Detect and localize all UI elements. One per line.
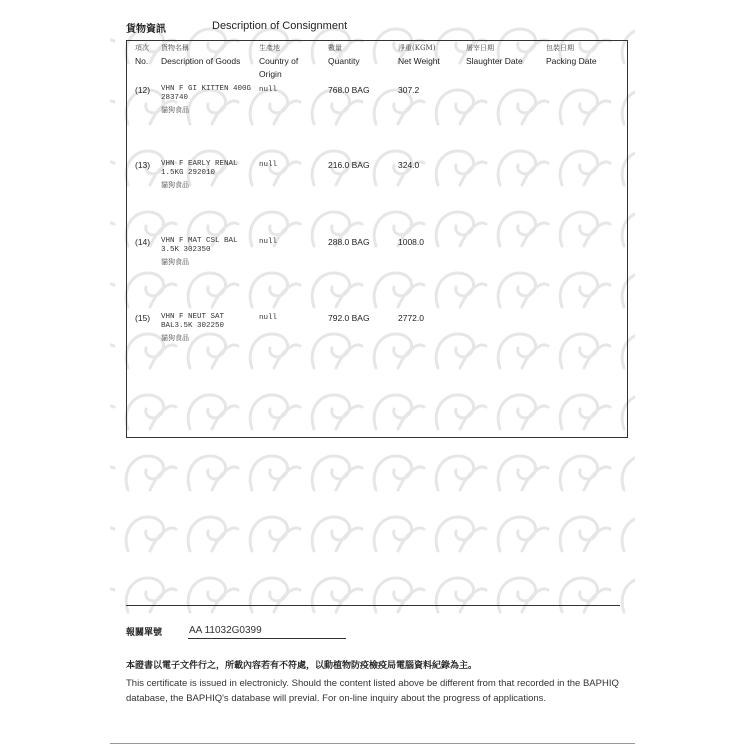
row-number: (14)	[135, 237, 151, 247]
quantity: 792.0 BAG	[328, 313, 370, 323]
notice-en: This certificate is issued in electronicly. Should the content listed above be different from that recorded in the BAPHIQ database, the BAPHIQ's database will previal. For on-line inquiry about the progress of applications.	[126, 678, 619, 704]
column-header-zh: 屠宰日期	[466, 44, 494, 52]
goods-desc-line1: VHN F NEUT SAT	[161, 313, 225, 321]
country-of-origin: null	[259, 314, 278, 322]
goods-desc-line2: 283740	[161, 94, 189, 102]
column-header: Packing Date	[546, 56, 597, 66]
divider	[126, 605, 620, 606]
row-number: (13)	[135, 160, 151, 170]
net-weight: 324.0	[398, 160, 420, 170]
bottom-rule	[110, 743, 635, 744]
column-header-zh: 淨重(KGM)	[398, 44, 436, 52]
country-of-origin: null	[259, 238, 278, 246]
row-number: (12)	[135, 85, 151, 95]
country-of-origin: null	[259, 161, 278, 169]
net-weight: 1008.0	[398, 237, 424, 247]
goods-desc-line2: BAL3.5K 302250	[161, 322, 225, 330]
column-header-zh: 項次	[135, 44, 149, 52]
declaration-underline	[188, 638, 346, 639]
goods-desc-zh: 貓狗食品	[161, 106, 189, 114]
column-header-zh: 包裝日期	[546, 44, 574, 52]
declaration-number: AA 11032G0399	[189, 625, 262, 636]
column-header-zh: 生產地	[259, 44, 280, 52]
quantity: 216.0 BAG	[328, 160, 370, 170]
goods-desc-line1: VHN F MAT CSL BAL	[161, 237, 238, 245]
column-header: Quantity	[328, 56, 360, 66]
column-header: No.	[135, 56, 149, 66]
declaration-label: 報關單號	[126, 628, 163, 638]
goods-desc-zh: 貓狗食品	[161, 258, 189, 266]
section-title: Description of Consignment	[212, 20, 348, 32]
net-weight: 307.2	[398, 85, 420, 95]
column-header: Description of Goods	[161, 56, 241, 66]
goods-desc-line1: VHN F EARLY RENAL	[161, 160, 238, 168]
section-title-zh: 貨物資訊	[126, 24, 166, 35]
column-header: Net Weight	[398, 56, 440, 66]
country-of-origin: null	[259, 86, 278, 94]
column-header-zh: 貨物名稱	[161, 44, 189, 52]
column-header: Country of Origin	[259, 56, 299, 79]
goods-desc-line2: 1.5KG 292010	[161, 169, 216, 177]
column-header-zh: 數量	[328, 44, 342, 52]
row-number: (15)	[135, 313, 151, 323]
column-header: Slaughter Date	[466, 56, 523, 66]
goods-desc-line2: 3.5K 302350	[161, 246, 211, 254]
quantity: 288.0 BAG	[328, 237, 370, 247]
goods-desc-zh: 貓狗食品	[161, 181, 189, 189]
goods-desc-line1: VHN F GI KITTEN 400G	[161, 85, 252, 93]
net-weight: 2772.0	[398, 313, 424, 323]
quantity: 768.0 BAG	[328, 85, 370, 95]
goods-desc-zh: 貓狗食品	[161, 334, 189, 342]
notice-zh: 本證書以電子文件行之，所載內容若有不符處，以動植物防疫檢疫局電腦資料紀錄為主。	[126, 661, 478, 671]
